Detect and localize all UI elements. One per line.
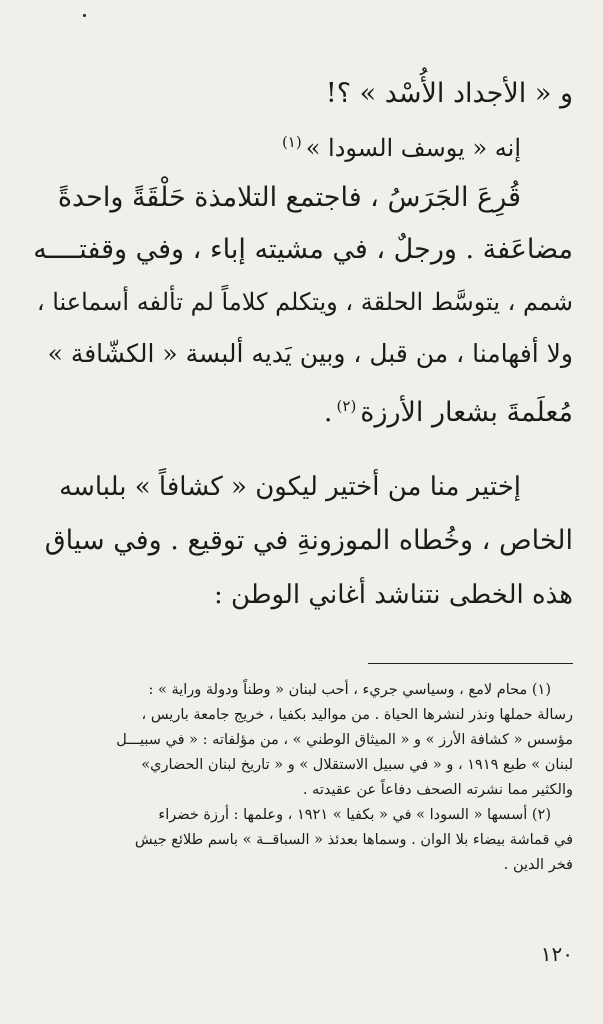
footnote-line: رسالة حملها ونذر لنشرها الحياة . من مواليد بكفيا ، خريج جامعة باريس ، (141, 707, 573, 723)
paragraph2 (28, 460, 573, 622)
paragraph1-line: ولا أفهامنا ، من قبل ، وبين يَديه ألبسة « الكشّافة » (47, 339, 573, 368)
footnote-line: (١) محام لامع ، وسياسي جريء ، أحب لبنان « وطناً ودولة وراية » : (148, 682, 551, 698)
paragraph1-line: قُرِعَ الجَرَسُ ، فاجتمع التلامذة حَلْقَةً واحدةً (57, 182, 521, 213)
footnote-line: مؤسس « كشافة الأرز » و « الميثاق الوطني » ، من مؤلفاته : « في سبيـــل (116, 732, 573, 748)
paragraph1-last-text: مُعلَمةَ بشعار الأرزة (360, 397, 573, 428)
footnote-line: والكثير مما نشرته الصحف دفاعاً عن عقيدته . (302, 782, 573, 798)
paragraph2-line: هذه الخطى نتناشد أغاني الوطن : (214, 580, 573, 610)
page-number: ١٢٠ (540, 942, 573, 966)
paragraph2-line: إختير منا من أختير ليكون « كشافاً » بلباسه (59, 472, 521, 502)
paragraph2-line: الخاص ، وخُطاه الموزونةِ في توقيع . وفي سياق (44, 525, 573, 556)
footnote-separator (368, 663, 573, 664)
footnote-line: فخر الدين . (503, 857, 573, 873)
ink-speck (83, 14, 86, 17)
subheading-text: إنه « يوسف السودا » (305, 134, 521, 162)
paragraph1-last-line (28, 380, 573, 439)
paragraph1-line: شمم ، يتوسَّط الحلقة ، ويتكلم كلاماً لم تألفه أسماعنا ، (36, 288, 573, 316)
footnote-ref-1: (١) (281, 133, 302, 151)
main-text (28, 70, 573, 439)
footnotes (28, 678, 573, 878)
subheading-line (28, 118, 573, 172)
paragraph1-line: مضاعَفة . ورجلٌ ، في مشيته إباء ، وفي وقفتــــه (33, 234, 573, 265)
footnote-ref-2: (٢) (336, 397, 357, 415)
footnote-line: (٢) أسسها « السودا » في « بكفيا » ١٩٢١ ، وعلمها : أرزة خضراء (158, 807, 551, 823)
heading-line: و « الأجداد الأُسْد » ؟! (325, 78, 573, 109)
footnote-line: لبنان » طبع ١٩١٩ ، و « في سبيل الاستقلال » و « تاريخ لبنان الحضاري» (141, 757, 573, 773)
footnote-line: في قماشة بيضاء بلا الوان . وسماها بعدئذ « السباقــة » باسم طلائع جيش (134, 832, 573, 848)
paragraph1-period: . (323, 397, 333, 428)
